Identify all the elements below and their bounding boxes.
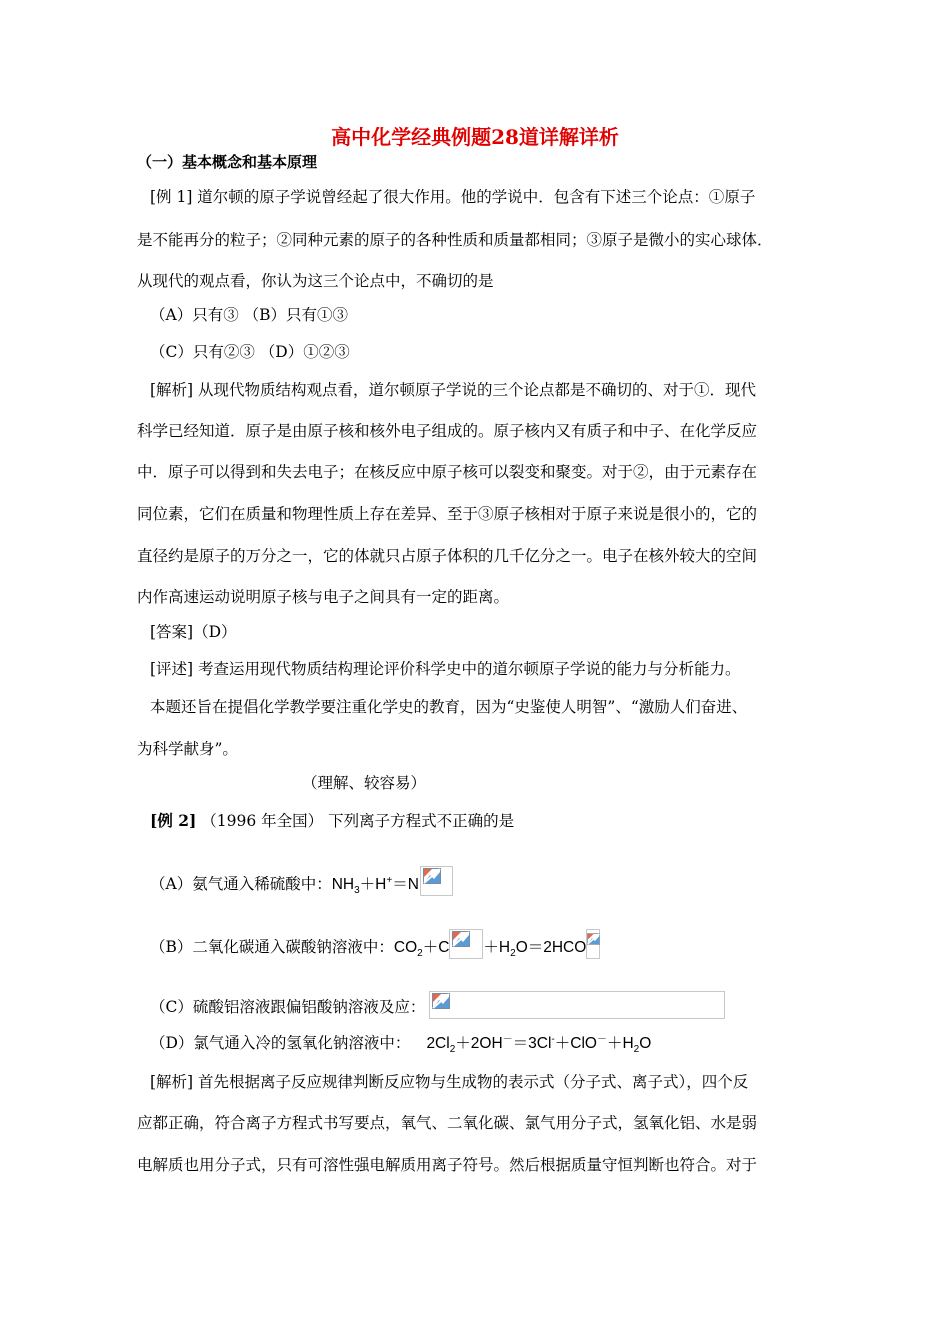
example-1-analysis-line-4: 同位素，它们在质量和物理性质上存在差异、至于③原子核相对于原子来说是很小的，它的 — [137, 505, 758, 523]
example-2-label: [例 2] — [150, 811, 197, 830]
option-d-formula: $2Cl_2+2OH^-=3Cl^-+ClO^-+H_2O$ — [426, 1033, 652, 1056]
document-title: 高中化学经典例题28道详解详析 — [331, 125, 619, 149]
option-a-lead: （A）氨气通入稀硫酸中： — [150, 875, 332, 893]
example-1-question-line-3: 从现代的观点看，你认为这三个论点中，不确切的是 — [137, 272, 494, 290]
example-1-analysis-line-6: 内作高速运动说明原子核与电子之间具有一定的距离。 — [137, 588, 510, 606]
example-1-options-ab: （A）只有③ （B）只有①③ — [150, 306, 349, 324]
broken-image-icon — [420, 866, 453, 896]
example-1-options-cd: （C）只有②③ （D）①②③ — [150, 343, 350, 361]
example-2-question — [150, 811, 514, 831]
example-1-analysis-line-3: 中．原子可以得到和失去电子；在核反应中原子核可以裂变和聚变。对于②，由于元素存在 — [137, 463, 758, 481]
example-1-question-line-1: [例 1] 道尔顿的原子学说曾经起了很大作用。他的学说中．包含有下述三个论点：①原子 — [150, 188, 756, 206]
option-a-formula: $NH_3+H^+=N$ — [331, 874, 419, 897]
example-1-difficulty: （理解、较容易） — [302, 774, 427, 792]
example-2-analysis-line-2: 应都正确，符合离子方程式书写要点，氧气、二氧化碳、氯气用分子式，氢氧化铝、水是弱 — [137, 1114, 758, 1132]
option-c-lead: （C）硫酸铝溶液跟偏铝酸钠溶液及应： — [150, 998, 426, 1016]
example-1-analysis-line-2: 科学已经知道．原子是由原子核和核外电子组成的。原子核内又有质子和中子、在化学反应 — [137, 422, 758, 440]
option-b-formula-right: $+H_2O=2HCO$ — [483, 939, 587, 960]
example-2-question-text: （1996 年全国） 下列离子方程式不正确的是 — [201, 812, 515, 830]
example-2-option-a — [150, 866, 453, 896]
example-2-option-c — [150, 991, 725, 1019]
option-b-lead: （B）二氧化碳通入碳酸钠溶液中： — [150, 938, 394, 956]
example-1-answer: [答案]（D） — [150, 623, 237, 641]
example-2-analysis-line-3: 电解质也用分子式，只有可溶性强电解质用离子符号。然后根据质量守恒判断也符合。对于 — [137, 1156, 758, 1174]
option-b-formula-left: $CO_2+C$ — [393, 939, 450, 960]
example-1-analysis-line-5: 直径约是原子的万分之一，它的体就只占原子体积的几千亿分之一。电子在核外较大的空间 — [137, 547, 758, 565]
example-2-option-d — [150, 1033, 651, 1054]
option-d-lead: （D）氯气通入冷的氢氧化钠溶液中： — [150, 1034, 411, 1052]
example-1-comment-line-2: 本题还旨在提倡化学教学要注重化学史的教育，因为“史鉴使人明智”、“激励人们奋进、 — [150, 698, 748, 716]
example-1-comment-line-3: 为科学献身”。 — [137, 740, 238, 758]
example-2-analysis-line-1: [解析] 首先根据离子反应规律判断反应物与生成物的表示式（分子式、离子式），四个反 — [150, 1073, 749, 1091]
example-1-question-line-2: 是不能再分的粒子；②同种元素的原子的各种性质和质量都相同；③原子是微小的实心球体． — [137, 231, 773, 249]
broken-image-icon — [429, 991, 725, 1019]
example-1-analysis-line-1: [解析] 从现代物质结构观点看，道尔顿原子学说的三个论点都是不确切的、对于①．现代 — [150, 381, 757, 399]
broken-image-icon — [449, 929, 483, 959]
example-2-option-b — [150, 929, 600, 959]
broken-image-icon — [586, 929, 600, 959]
example-1-comment-line-1: [评述] 考查运用现代物质结构理论评价科学史中的道尔顿原子学说的能力与分析能力。 — [150, 660, 741, 678]
section-heading: （一）基本概念和基本原理 — [137, 153, 318, 171]
